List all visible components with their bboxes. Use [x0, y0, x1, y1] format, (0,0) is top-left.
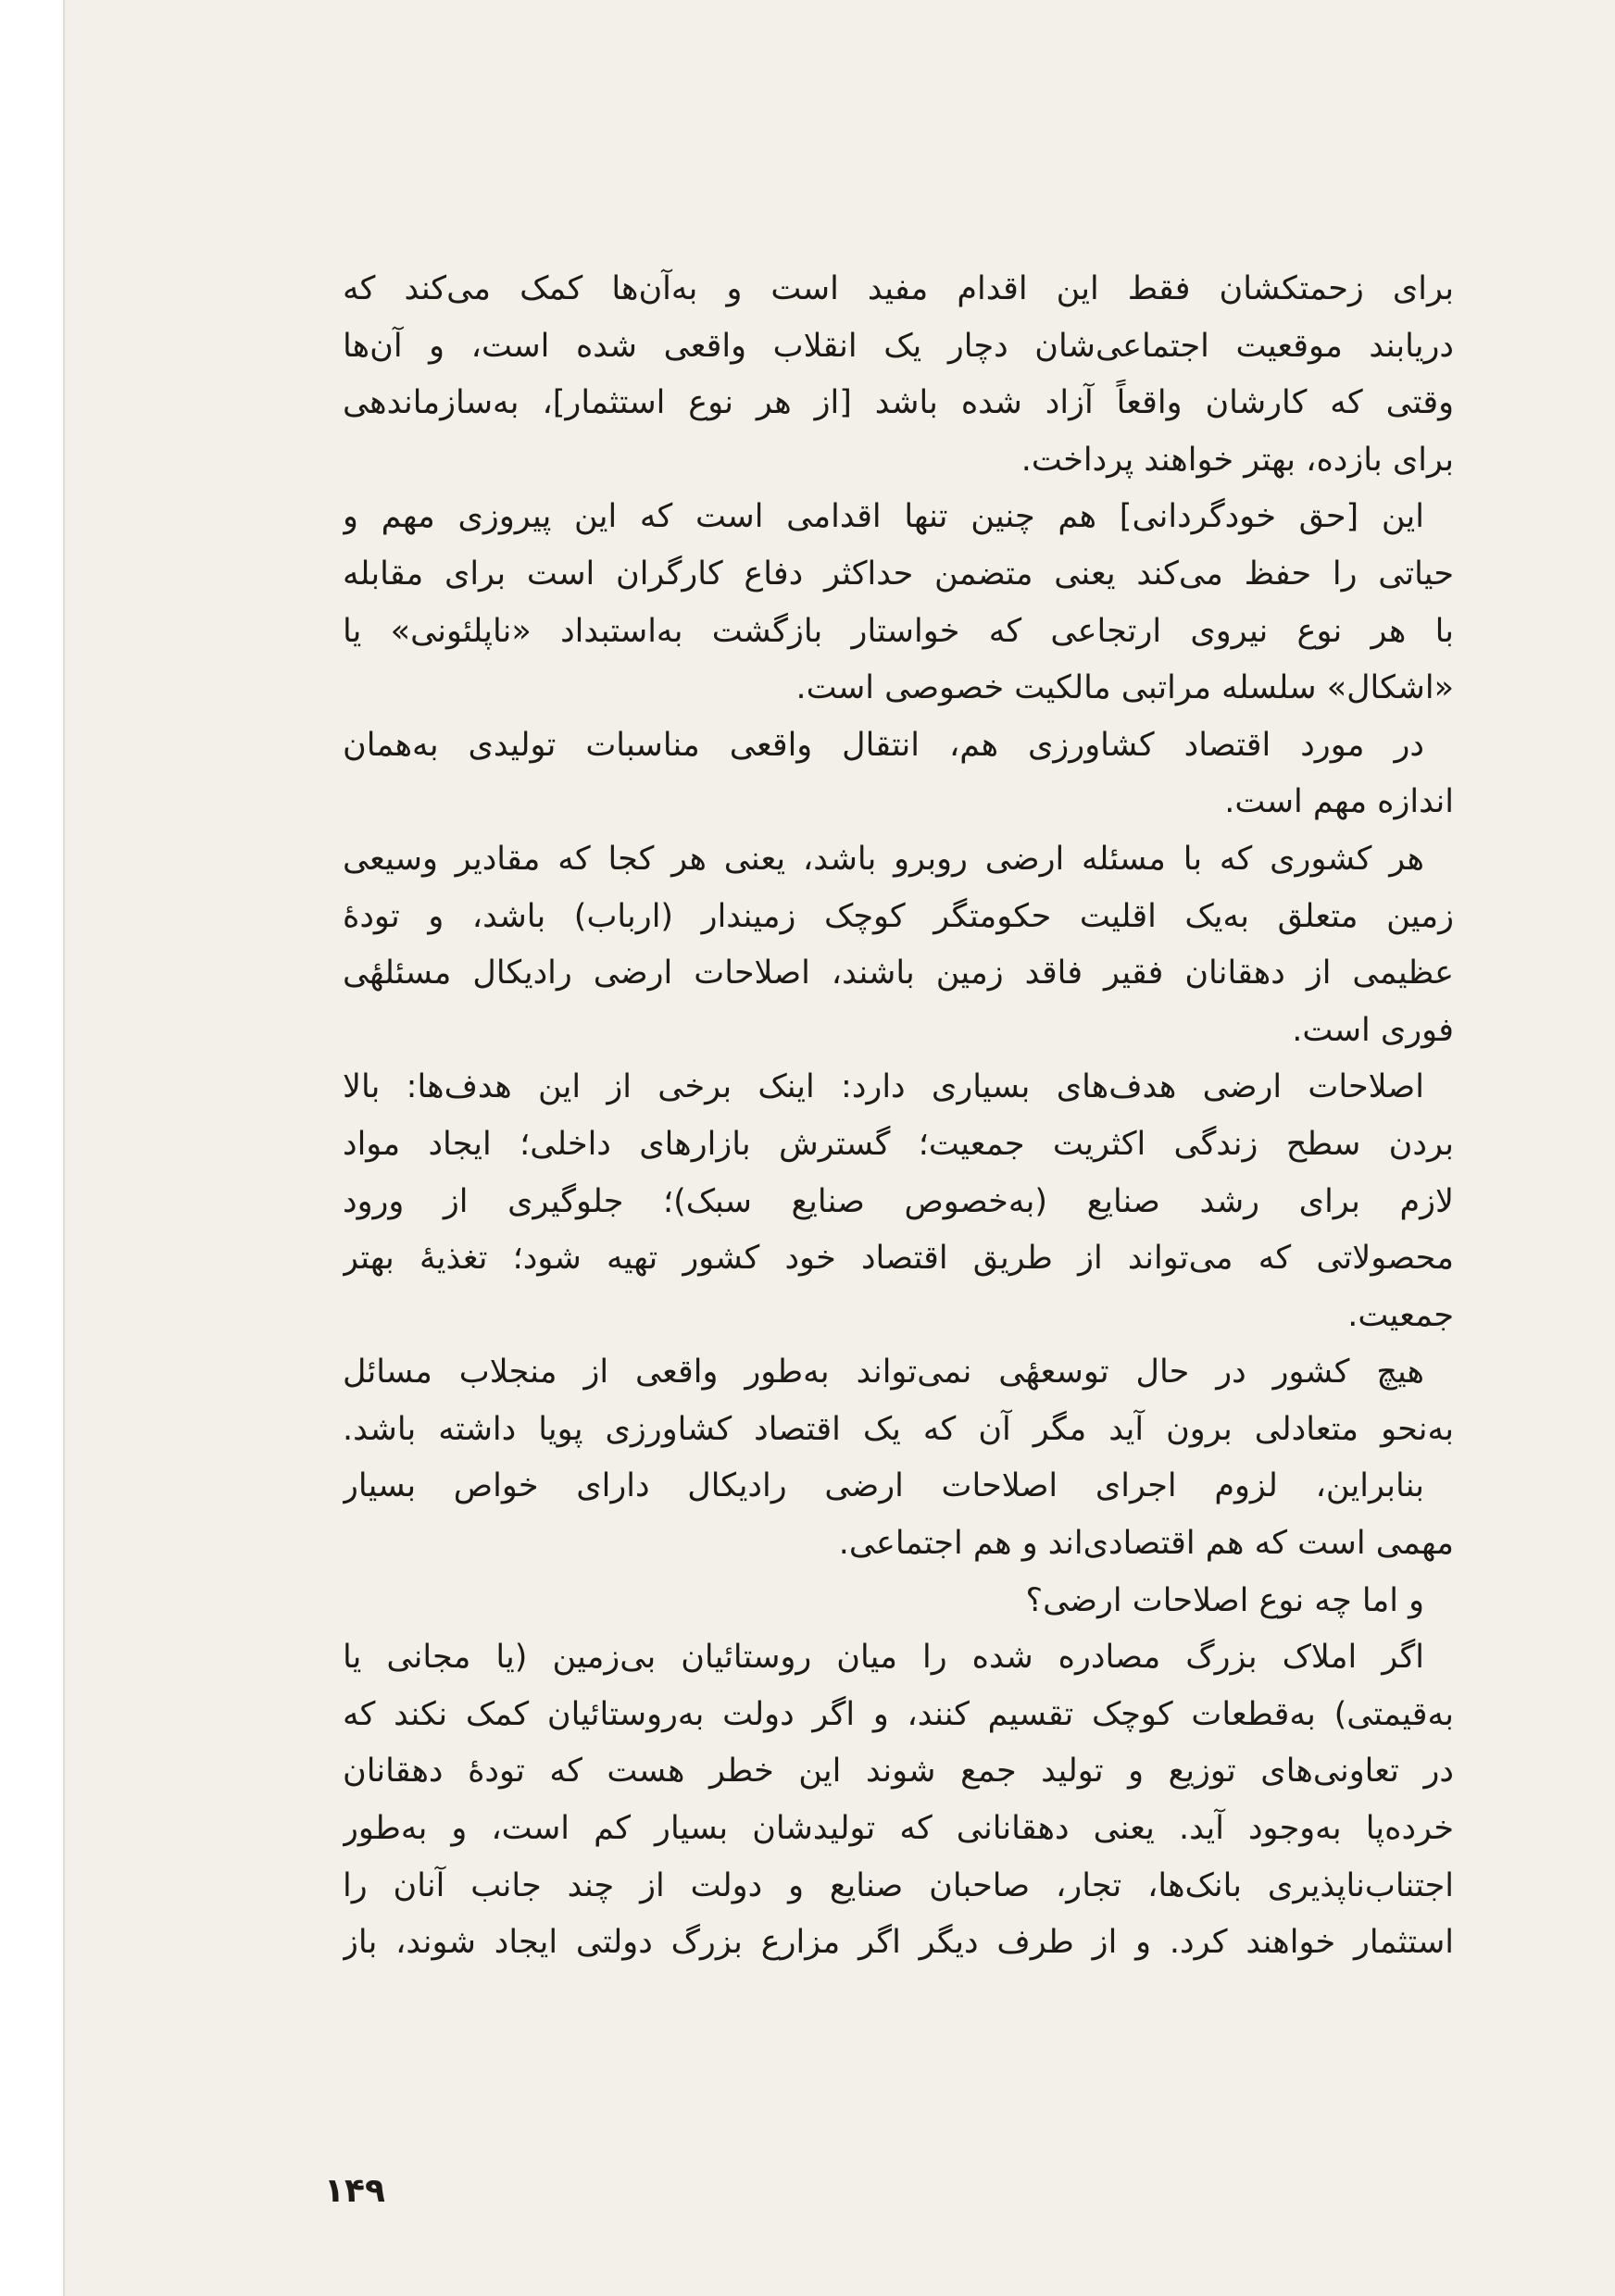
text-line: مهمی است که هم اقتصادی‌اند و هم اجتماعی.: [838, 1525, 1454, 1563]
page-sheet: [63, 0, 1615, 2296]
text-line: برای بازده، بهتر خواهند پرداخت.: [1020, 441, 1454, 479]
text-line: دریابند موقعیت اجتماعی‌شان دچار یک انقلاب واقعی شده است، و آن‌ها: [343, 327, 1454, 365]
text-line: خرده‌پا به‌وجود آید. یعنی دهقانانی که تولیدشان بسیار کم است، و به‌طور: [343, 1810, 1454, 1848]
text-line: اصلاحات ارضی هدف‌های بسیاری دارد: اینک برخی از این هدف‌ها: بالا: [343, 1068, 1424, 1106]
text-line: وقتی که کارشان واقعاً آزاد شده باشد [از هر نوع استثمار]، به‌سازماندهی: [343, 384, 1454, 422]
page-number: ۱۴۹: [324, 2172, 385, 2210]
text-line: اجتناب‌ناپذیری بانک‌ها، تجار، صاحبان صنایع و دولت از چند جانب آنان را: [343, 1866, 1454, 1904]
text-line: این [حق خودگردانی] هم چنین تنها اقدامی است که این پیروزی مهم و: [343, 498, 1424, 536]
text-line: هر کشوری که با مسئله ارضی روبرو باشد، یعنی هر کجا که مقادیر وسیعی: [343, 840, 1424, 878]
text-line: برای زحمتکشان فقط این اقدام مفید است و به‌آن‌ها کمک می‌کند که: [343, 270, 1454, 307]
text-line: جمعیت.: [1347, 1296, 1454, 1334]
text-line: در تعاونی‌های توزیع و تولید جمع شوند این خطر هست که تودهٔ دهقانان: [343, 1753, 1454, 1791]
text-line: محصولاتی که می‌تواند از طریق اقتصاد خود کشور تهیه شود؛ تغذیهٔ بهتر: [343, 1240, 1454, 1278]
text-line: به‌نحو متعادلی برون آید مگر آن که یک اقتصاد کشاورزی پویا داشته باشد.: [343, 1410, 1454, 1448]
text-line: اگر املاک بزرگ مصادره شده را میان روستائیان بی‌زمین (یا مجانی یا: [343, 1639, 1424, 1677]
text-line: بنابراین، لزوم اجرای اصلاحات ارضی رادیکال دارای خواص بسیار: [343, 1467, 1424, 1505]
text-line: و اما چه نوع اصلاحات ارضی؟: [1025, 1581, 1424, 1619]
body-text: [343, 261, 1454, 1972]
text-line: به‌قیمتی) به‌قطعات کوچک تقسیم کنند، و اگر دولت به‌روستائیان کمک نکند که: [343, 1695, 1454, 1733]
text-line: بردن سطح زندگی اکثریت جمعیت؛ گسترش بازارهای داخلی؛ ایجاد مواد: [343, 1125, 1454, 1163]
text-line: با هر نوع نیروی ارتجاعی که خواستار بازگشت به‌استبداد «ناپلئونی» یا: [343, 612, 1454, 650]
text-line: اندازه مهم است.: [1224, 783, 1454, 821]
text-line: فوری است.: [1292, 1011, 1454, 1049]
text-line: استثمار خواهند کرد. و از طرف دیگر اگر مزارع بزرگ دولتی ایجاد شوند، باز: [343, 1924, 1454, 1962]
text-line: عظیمی از دهقانان فقیر فاقد زمین باشند، اصلاحات ارضی رادیکال مسئلهٔی: [343, 955, 1454, 992]
text-line: «اشکال» سلسله مراتبی مالکیت خصوصی است.: [795, 669, 1454, 707]
text-line: در مورد اقتصاد کشاورزی هم، انتقال واقعی مناسبات تولیدی به‌همان: [343, 726, 1424, 764]
text-line: هیچ کشور در حال توسعهٔی نمی‌تواند به‌طور واقعی از منجلاب مسائل: [343, 1354, 1424, 1391]
text-line: لازم برای رشد صنایع (به‌خصوص صنایع سبک)؛ جلوگیری از ورود: [343, 1182, 1454, 1220]
text-line: زمین متعلق به‌یک اقلیت حکومتگر کوچک زمیندار (ارباب) باشد، و تودهٔ: [343, 897, 1454, 935]
text-line: حیاتی را حفظ می‌کند یعنی متضمن حداکثر دفاع کارگران است برای مقابله: [343, 555, 1454, 593]
